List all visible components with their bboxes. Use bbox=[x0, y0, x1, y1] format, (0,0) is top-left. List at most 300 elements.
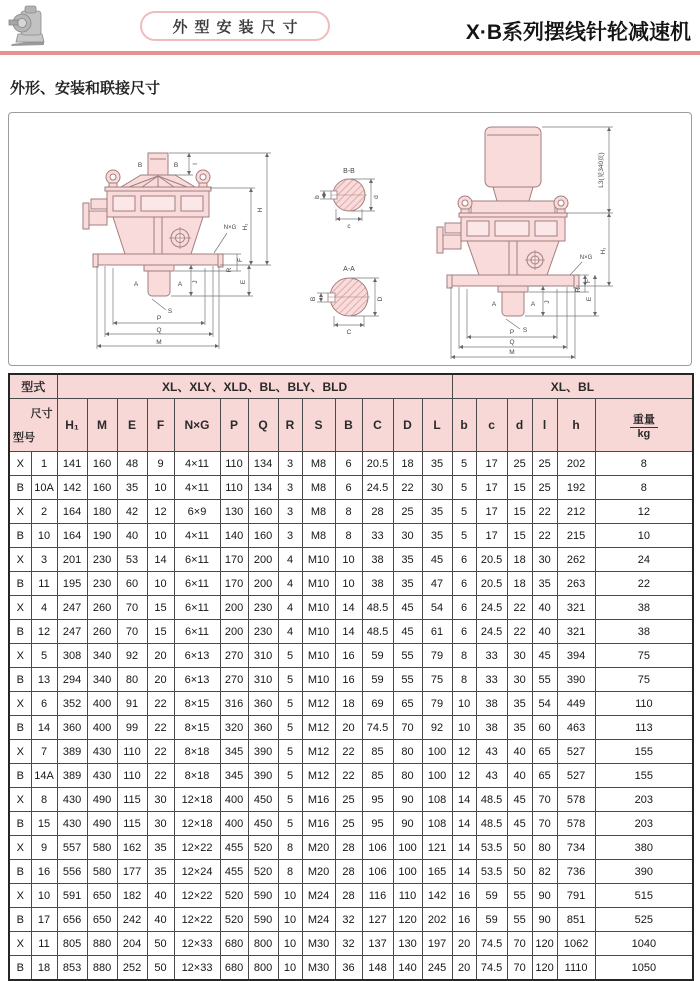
table-cell: 55 bbox=[507, 884, 532, 908]
table-cell: 380 bbox=[595, 836, 693, 860]
table-cell: 20 bbox=[147, 644, 174, 668]
table-cell: 22 bbox=[532, 500, 557, 524]
table-cell: 345 bbox=[220, 764, 248, 788]
table-cell: 28 bbox=[335, 836, 362, 860]
table-cell: 33 bbox=[476, 668, 507, 692]
table-cell: 142 bbox=[422, 884, 452, 908]
table-cell: 430 bbox=[87, 740, 117, 764]
table-cell: 9 bbox=[31, 836, 57, 860]
table-cell: 108 bbox=[422, 812, 452, 836]
table-cell: 316 bbox=[220, 692, 248, 716]
table-cell: 38 bbox=[476, 716, 507, 740]
table-cell: 260 bbox=[87, 596, 117, 620]
table-cell: 10 bbox=[31, 524, 57, 548]
table-cell: M8 bbox=[302, 476, 335, 500]
dim-label-h1: H₁ bbox=[242, 223, 249, 231]
table-cell: 35 bbox=[422, 452, 452, 476]
table-cell: 200 bbox=[248, 572, 278, 596]
table-cell: 170 bbox=[220, 572, 248, 596]
table-row bbox=[9, 620, 693, 644]
table-cell: 35 bbox=[147, 860, 174, 884]
table-cell: X bbox=[9, 740, 31, 764]
diagonal-header-dimension: 尺寸 bbox=[30, 408, 53, 420]
table-cell: 48 bbox=[117, 452, 147, 476]
table-cell: 45 bbox=[532, 644, 557, 668]
table-cell: M8 bbox=[302, 524, 335, 548]
section-aa-figure bbox=[317, 278, 379, 327]
table-cell: B bbox=[9, 476, 31, 500]
table-cell: 557 bbox=[57, 836, 87, 860]
table-row bbox=[9, 452, 693, 476]
table-cell: 79 bbox=[422, 644, 452, 668]
table-cell: 110 bbox=[117, 740, 147, 764]
model-group-1: XL、XLY、XLD、BL、BLY、BLD bbox=[57, 374, 452, 399]
table-cell: 200 bbox=[248, 548, 278, 572]
table-cell: 7 bbox=[31, 740, 57, 764]
table-cell: 360 bbox=[248, 716, 278, 740]
table-cell: 75 bbox=[595, 668, 693, 692]
table-cell: 50 bbox=[147, 932, 174, 956]
table-cell: 15 bbox=[507, 500, 532, 524]
table-cell: 3 bbox=[31, 548, 57, 572]
table-cell: 400 bbox=[87, 716, 117, 740]
table-row bbox=[9, 932, 693, 956]
table-cell: 390 bbox=[557, 668, 595, 692]
table-cell: 650 bbox=[87, 908, 117, 932]
table-row bbox=[9, 476, 693, 500]
left-reducer-figure bbox=[83, 153, 223, 296]
dim-label-s: S bbox=[167, 308, 173, 315]
table-cell: 45 bbox=[507, 812, 532, 836]
table-cell: 30 bbox=[393, 524, 422, 548]
table-cell: 520 bbox=[248, 860, 278, 884]
table-cell: 230 bbox=[248, 620, 278, 644]
table-cell: 110 bbox=[220, 452, 248, 476]
table-cell: 360 bbox=[57, 716, 87, 740]
table-cell: 12×22 bbox=[174, 836, 220, 860]
dim-label-j-2: J bbox=[544, 300, 551, 304]
table-cell: 515 bbox=[595, 884, 693, 908]
dim-label-b-left: B bbox=[137, 162, 143, 169]
table-cell: 75 bbox=[422, 668, 452, 692]
table-cell: 69 bbox=[362, 692, 393, 716]
table-cell: 11 bbox=[31, 932, 57, 956]
dim-label-r-2: R bbox=[575, 287, 582, 293]
table-cell: 59 bbox=[362, 668, 393, 692]
table-cell: M12 bbox=[302, 740, 335, 764]
table-cell: 3 bbox=[278, 476, 302, 500]
dim-label-e: E bbox=[240, 279, 247, 285]
table-cell: M10 bbox=[302, 668, 335, 692]
table-cell: 400 bbox=[220, 812, 248, 836]
table-cell: 12 bbox=[452, 740, 476, 764]
table-cell: 91 bbox=[117, 692, 147, 716]
table-cell: 578 bbox=[557, 788, 595, 812]
table-cell: 591 bbox=[57, 884, 87, 908]
table-cell: 16 bbox=[31, 860, 57, 884]
table-cell: 449 bbox=[557, 692, 595, 716]
table-cell: 5 bbox=[452, 500, 476, 524]
table-cell: 4 bbox=[278, 596, 302, 620]
dim-label-aa-b: B bbox=[310, 296, 317, 302]
table-cell: 15 bbox=[507, 524, 532, 548]
table-cell: 490 bbox=[87, 788, 117, 812]
dim-label-p: P bbox=[156, 315, 162, 322]
column-header-8: S bbox=[302, 399, 335, 452]
dim-label-f: F bbox=[237, 258, 244, 262]
table-cell: 580 bbox=[87, 860, 117, 884]
table-cell: 30 bbox=[532, 548, 557, 572]
table-cell: 394 bbox=[557, 644, 595, 668]
table-cell: 12×22 bbox=[174, 884, 220, 908]
table-cell: 22 bbox=[595, 572, 693, 596]
table-cell: 142 bbox=[57, 476, 87, 500]
table-cell: 53.5 bbox=[476, 860, 507, 884]
technical-drawing-panel bbox=[8, 112, 692, 366]
table-cell: 6 bbox=[452, 596, 476, 620]
table-cell: 16 bbox=[452, 884, 476, 908]
table-cell: 5 bbox=[278, 716, 302, 740]
table-cell: 389 bbox=[57, 764, 87, 788]
table-cell: 17 bbox=[476, 524, 507, 548]
table-cell: 203 bbox=[595, 812, 693, 836]
table-cell: 99 bbox=[117, 716, 147, 740]
table-cell: 110 bbox=[393, 884, 422, 908]
brand-logo bbox=[8, 4, 50, 48]
table-cell: 35 bbox=[117, 476, 147, 500]
table-cell: 20 bbox=[452, 956, 476, 981]
table-cell: 48.5 bbox=[476, 812, 507, 836]
table-cell: 24 bbox=[595, 548, 693, 572]
table-cell: 308 bbox=[57, 644, 87, 668]
dim-label-m: M bbox=[156, 339, 162, 346]
table-cell: 35 bbox=[147, 836, 174, 860]
table-row bbox=[9, 500, 693, 524]
table-cell: 360 bbox=[248, 692, 278, 716]
table-cell: 55 bbox=[507, 908, 532, 932]
table-cell: 6×11 bbox=[174, 596, 220, 620]
table-cell: 75 bbox=[595, 644, 693, 668]
table-row bbox=[9, 572, 693, 596]
table-cell: 20 bbox=[147, 668, 174, 692]
table-cell: 656 bbox=[57, 908, 87, 932]
table-cell: 43 bbox=[476, 740, 507, 764]
table-cell: 6 bbox=[335, 476, 362, 500]
table-cell: 48.5 bbox=[476, 788, 507, 812]
table-cell: 100 bbox=[393, 860, 422, 884]
table-cell: 14A bbox=[31, 764, 57, 788]
table-cell: 80 bbox=[393, 740, 422, 764]
table-cell: 38 bbox=[362, 548, 393, 572]
section-aa-title: A-A bbox=[343, 266, 355, 273]
table-cell: 50 bbox=[507, 860, 532, 884]
table-cell: 5 bbox=[278, 812, 302, 836]
table-cell: 38 bbox=[595, 620, 693, 644]
dim-label-aa-d: D bbox=[377, 296, 384, 302]
table-cell: 20.5 bbox=[476, 572, 507, 596]
table-cell: 197 bbox=[422, 932, 452, 956]
table-cell: B bbox=[9, 764, 31, 788]
dim-label-r: R bbox=[226, 267, 233, 273]
column-header-10: C bbox=[362, 399, 393, 452]
table-cell: B bbox=[9, 716, 31, 740]
table-cell: 5 bbox=[278, 788, 302, 812]
table-cell: 851 bbox=[557, 908, 595, 932]
table-cell: 45 bbox=[507, 788, 532, 812]
table-cell: 43 bbox=[476, 764, 507, 788]
table-cell: 5 bbox=[278, 692, 302, 716]
column-header-0: H₁ bbox=[57, 399, 87, 452]
table-cell: B bbox=[9, 524, 31, 548]
table-cell: 170 bbox=[220, 548, 248, 572]
table-row bbox=[9, 548, 693, 572]
table-cell: 106 bbox=[362, 836, 393, 860]
table-cell: 212 bbox=[557, 500, 595, 524]
table-cell: X bbox=[9, 692, 31, 716]
table-cell: 17 bbox=[476, 452, 507, 476]
table-cell: 6×11 bbox=[174, 572, 220, 596]
table-cell: 190 bbox=[87, 524, 117, 548]
table-cell: 14 bbox=[335, 620, 362, 644]
table-cell: 35 bbox=[393, 548, 422, 572]
table-cell: 5 bbox=[452, 452, 476, 476]
table-cell: 40 bbox=[147, 884, 174, 908]
table-cell: 59 bbox=[476, 908, 507, 932]
column-header-14: c bbox=[476, 399, 507, 452]
table-cell: 113 bbox=[595, 716, 693, 740]
table-cell: X bbox=[9, 788, 31, 812]
table-cell: 6 bbox=[452, 620, 476, 644]
table-cell: 32 bbox=[335, 908, 362, 932]
table-cell: 110 bbox=[117, 764, 147, 788]
table-cell: 18 bbox=[335, 692, 362, 716]
table-cell: 15 bbox=[147, 596, 174, 620]
table-cell: 53.5 bbox=[476, 836, 507, 860]
dim-label-e-2: E bbox=[586, 296, 593, 302]
table-cell: 1062 bbox=[557, 932, 595, 956]
table-cell: 463 bbox=[557, 716, 595, 740]
table-cell: 202 bbox=[422, 908, 452, 932]
table-cell: 90 bbox=[532, 884, 557, 908]
table-cell: 70 bbox=[117, 596, 147, 620]
table-cell: M30 bbox=[302, 932, 335, 956]
table-cell: 340 bbox=[87, 668, 117, 692]
table-cell: 12×33 bbox=[174, 932, 220, 956]
table-cell: 17 bbox=[476, 500, 507, 524]
table-cell: 65 bbox=[393, 692, 422, 716]
table-cell: 6×11 bbox=[174, 620, 220, 644]
table-cell: 6×11 bbox=[174, 548, 220, 572]
table-cell: 155 bbox=[595, 740, 693, 764]
table-cell: 55 bbox=[532, 668, 557, 692]
column-header-4: N×G bbox=[174, 399, 220, 452]
table-cell: 28 bbox=[335, 860, 362, 884]
table-cell: 24.5 bbox=[476, 596, 507, 620]
table-cell: 70 bbox=[507, 932, 532, 956]
table-cell: 30 bbox=[147, 788, 174, 812]
table-cell: 252 bbox=[117, 956, 147, 981]
table-cell: 8 bbox=[595, 452, 693, 476]
dim-label-nxg: N×G bbox=[223, 225, 237, 231]
table-cell: 30 bbox=[507, 644, 532, 668]
table-cell: 590 bbox=[248, 908, 278, 932]
table-cell: 130 bbox=[220, 500, 248, 524]
table-cell: 5 bbox=[278, 740, 302, 764]
table-cell: 8×15 bbox=[174, 692, 220, 716]
table-cell: 450 bbox=[248, 812, 278, 836]
table-cell: 106 bbox=[362, 860, 393, 884]
table-cell: 520 bbox=[248, 836, 278, 860]
table-cell: 70 bbox=[532, 788, 557, 812]
table-cell: 24.5 bbox=[476, 620, 507, 644]
table-cell: 5 bbox=[278, 668, 302, 692]
table-row bbox=[9, 596, 693, 620]
table-cell: 12 bbox=[452, 764, 476, 788]
table-cell: 3 bbox=[278, 500, 302, 524]
table-cell: 14 bbox=[335, 596, 362, 620]
dim-label-j: J bbox=[192, 280, 199, 284]
table-row bbox=[9, 812, 693, 836]
table-cell: 680 bbox=[220, 932, 248, 956]
table-cell: 55 bbox=[393, 644, 422, 668]
dim-label-b-right: B bbox=[173, 162, 179, 169]
table-cell: 18 bbox=[31, 956, 57, 981]
table-cell: 22 bbox=[393, 476, 422, 500]
table-cell: 22 bbox=[147, 716, 174, 740]
table-cell: 134 bbox=[248, 452, 278, 476]
table-cell: 17 bbox=[476, 476, 507, 500]
table-cell: 3 bbox=[278, 452, 302, 476]
table-cell: 8×18 bbox=[174, 764, 220, 788]
table-cell: 12×24 bbox=[174, 860, 220, 884]
table-row bbox=[9, 716, 693, 740]
table-cell: 736 bbox=[557, 860, 595, 884]
table-cell: 35 bbox=[532, 572, 557, 596]
dim-label-bb-d: d bbox=[373, 195, 380, 199]
table-cell: 10 bbox=[147, 572, 174, 596]
table-cell: 203 bbox=[595, 788, 693, 812]
table-cell: 5 bbox=[452, 524, 476, 548]
table-cell: 74.5 bbox=[476, 956, 507, 981]
table-cell: 155 bbox=[595, 764, 693, 788]
table-cell: 320 bbox=[220, 716, 248, 740]
table-cell: 2 bbox=[31, 500, 57, 524]
table-cell: 165 bbox=[422, 860, 452, 884]
table-cell: 12 bbox=[31, 620, 57, 644]
column-header-16: l bbox=[532, 399, 557, 452]
table-cell: 389 bbox=[57, 740, 87, 764]
table-cell: 25 bbox=[393, 500, 422, 524]
table-cell: 70 bbox=[507, 956, 532, 981]
table-cell: 35 bbox=[507, 692, 532, 716]
dim-label-p-2: P bbox=[509, 329, 515, 336]
table-cell: 400 bbox=[87, 692, 117, 716]
table-cell: 10 bbox=[278, 884, 302, 908]
table-cell: 230 bbox=[248, 596, 278, 620]
table-cell: 116 bbox=[362, 884, 393, 908]
table-cell: 15 bbox=[147, 620, 174, 644]
dim-label-a-right: A bbox=[177, 281, 183, 288]
table-cell: 260 bbox=[87, 620, 117, 644]
table-cell: 14 bbox=[452, 836, 476, 860]
table-cell: M10 bbox=[302, 596, 335, 620]
table-cell: X bbox=[9, 452, 31, 476]
table-cell: 247 bbox=[57, 620, 87, 644]
table-cell: 17 bbox=[31, 908, 57, 932]
table-row bbox=[9, 908, 693, 932]
table-cell: 115 bbox=[117, 788, 147, 812]
dim-label-a-left-2: A bbox=[491, 301, 497, 308]
table-cell: 10 bbox=[31, 884, 57, 908]
table-cell: 490 bbox=[87, 812, 117, 836]
table-cell: B bbox=[9, 812, 31, 836]
table-cell: 11 bbox=[31, 572, 57, 596]
table-cell: 80 bbox=[393, 764, 422, 788]
table-cell: 40 bbox=[507, 740, 532, 764]
table-cell: 30 bbox=[422, 476, 452, 500]
table-cell: 12×22 bbox=[174, 908, 220, 932]
table-cell: 14 bbox=[147, 548, 174, 572]
table-cell: 800 bbox=[248, 956, 278, 981]
table-row bbox=[9, 668, 693, 692]
table-cell: 4×11 bbox=[174, 524, 220, 548]
table-cell: 10 bbox=[335, 572, 362, 596]
table-cell: 120 bbox=[393, 908, 422, 932]
table-cell: 18 bbox=[393, 452, 422, 476]
table-cell: 580 bbox=[87, 836, 117, 860]
table-cell: 270 bbox=[220, 644, 248, 668]
table-cell: 130 bbox=[393, 932, 422, 956]
table-cell: 137 bbox=[362, 932, 393, 956]
column-header-12: L bbox=[422, 399, 452, 452]
table-cell: 127 bbox=[362, 908, 393, 932]
dim-label-aa-c: C bbox=[346, 329, 352, 336]
table-cell: 263 bbox=[557, 572, 595, 596]
table-cell: M24 bbox=[302, 884, 335, 908]
table-cell: X bbox=[9, 644, 31, 668]
table-cell: 60 bbox=[117, 572, 147, 596]
table-cell: 90 bbox=[393, 812, 422, 836]
table-cell: 390 bbox=[248, 764, 278, 788]
table-cell: M24 bbox=[302, 908, 335, 932]
table-row bbox=[9, 788, 693, 812]
table-cell: 22 bbox=[335, 740, 362, 764]
table-cell: 182 bbox=[117, 884, 147, 908]
table-cell: 10 bbox=[452, 716, 476, 740]
table-cell: 262 bbox=[557, 548, 595, 572]
table-cell: 22 bbox=[507, 620, 532, 644]
table-cell: M10 bbox=[302, 644, 335, 668]
table-cell: 22 bbox=[335, 764, 362, 788]
table-cell: 70 bbox=[117, 620, 147, 644]
table-cell: 800 bbox=[248, 932, 278, 956]
table-cell: 85 bbox=[362, 740, 393, 764]
table-cell: M20 bbox=[302, 836, 335, 860]
table-cell: 791 bbox=[557, 884, 595, 908]
table-cell: 6×13 bbox=[174, 668, 220, 692]
column-header-11: D bbox=[393, 399, 422, 452]
table-cell: 35 bbox=[422, 524, 452, 548]
table-row bbox=[9, 836, 693, 860]
table-cell: M20 bbox=[302, 860, 335, 884]
table-cell: 8 bbox=[278, 836, 302, 860]
table-cell: 204 bbox=[117, 932, 147, 956]
table-cell: 25 bbox=[532, 476, 557, 500]
table-cell: B bbox=[9, 956, 31, 981]
table-cell: 520 bbox=[220, 908, 248, 932]
table-cell: 880 bbox=[87, 956, 117, 981]
table-cell: X bbox=[9, 548, 31, 572]
